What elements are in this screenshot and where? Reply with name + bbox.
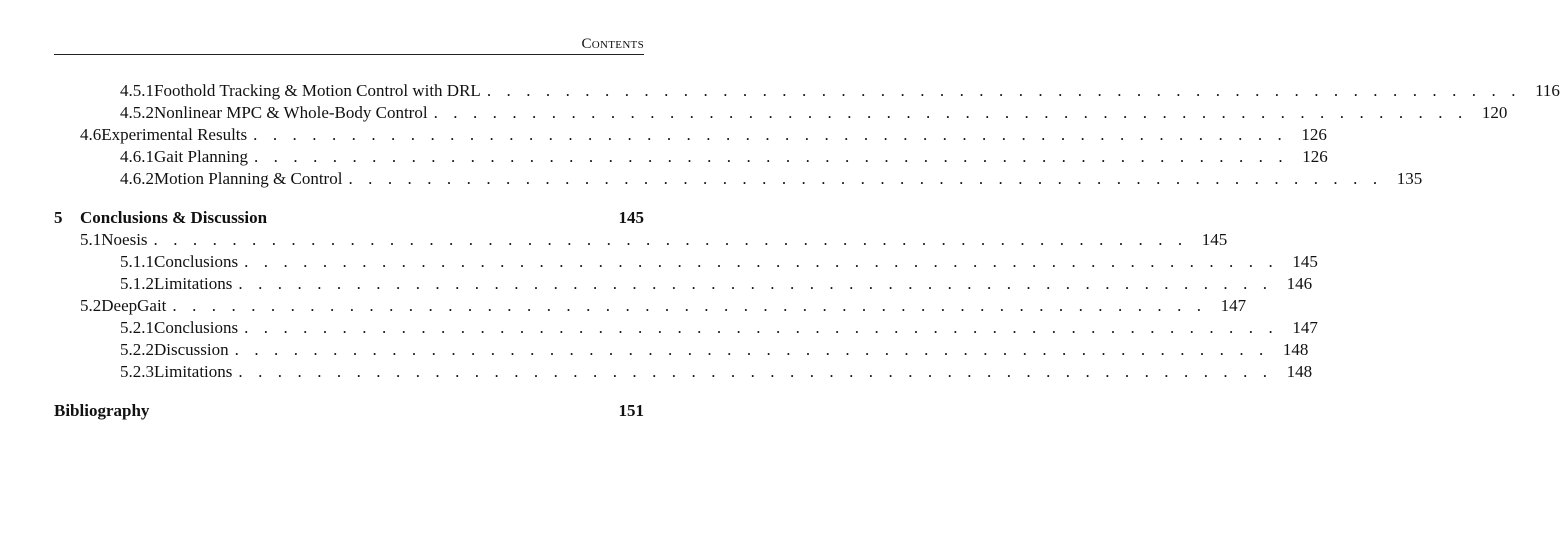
toc-entry-leader: . . . . . . . . . . . . . . . . . . . . . . . . . . . . . . . . . . . . . . . . . . . . . . . . . . . . . xyxy=(234,340,1269,359)
toc-entry xyxy=(120,147,1328,167)
toc-entry-page: 145 xyxy=(1201,230,1228,249)
toc-entry-leader: . . . . . . . . . . . . . . . . . . . . . . . . . . . . . . . . . . . . . . . . . . . . . . . . . . . . . xyxy=(253,147,1289,166)
toc-entry-title: Nonlinear MPC & Whole-Body Control xyxy=(154,103,428,122)
toc-entry-page: 147 xyxy=(1220,296,1247,315)
toc-entry-page: 126 xyxy=(1302,147,1328,166)
toc-entry xyxy=(120,81,1560,101)
running-header xyxy=(54,28,644,55)
toc-entry-leader: . . . . . . . . . . . . . . . . . . . . . . . . . . . . . . . . . . . . . . . . . . . . . . . . . . . . . xyxy=(172,296,1207,315)
toc-entry-title: DeepGait xyxy=(101,296,167,315)
toc-entry-page: 135 xyxy=(1396,169,1423,188)
toc-entry-page: 146 xyxy=(1286,274,1313,293)
toc-entry-title: Foothold Tracking & Motion Control with DRL xyxy=(154,81,481,100)
toc-bibliography-entry xyxy=(54,401,644,421)
toc-entry-number: 5.1.2 xyxy=(120,274,154,293)
toc-entry-page: 145 xyxy=(1292,252,1318,271)
toc-entry-title: Conclusions xyxy=(154,318,239,337)
toc-entry-title: Conclusions xyxy=(154,252,239,271)
toc-entry-number: 5.1 xyxy=(80,230,102,249)
toc-entry-page: 147 xyxy=(1292,318,1318,337)
toc-entry-leader: . . . . . . . . . . . . . . . . . . . . . . . . . . . . . . . . . . . . . . . . . . . . . . . . . . . . . xyxy=(244,252,1279,271)
toc-entry xyxy=(120,252,1318,272)
toc-entry-number: 5.2.2 xyxy=(120,340,154,359)
toc-entry xyxy=(80,296,1247,316)
toc-chapter-page: 145 xyxy=(618,208,644,227)
toc-entry xyxy=(120,274,1313,294)
toc-entry-title: Gait Planning xyxy=(154,147,248,166)
toc-entry xyxy=(80,230,1228,250)
toc-entry-title: Limitations xyxy=(154,362,233,381)
toc-entry-page: 120 xyxy=(1481,103,1508,122)
toc-entry-title: Discussion xyxy=(154,340,229,359)
toc-entry-leader: . . . . . . . . . . . . . . . . . . . . . . . . . . . . . . . . . . . . . . . . . . . . . . . . . . . . . xyxy=(348,169,1383,188)
toc-bibliography-page: 151 xyxy=(618,401,644,420)
toc-entry-number: 4.5.1 xyxy=(120,81,154,100)
toc-entry-leader: . . . . . . . . . . . . . . . . . . . . . . . . . . . . . . . . . . . . . . . . . . . . . . . . . . . . . xyxy=(238,362,1273,381)
toc-entry xyxy=(120,340,1309,360)
toc-entry-number: 4.6.2 xyxy=(120,169,154,188)
toc-entry-title: Limitations xyxy=(154,274,233,293)
toc-entry-number: 4.5.2 xyxy=(120,103,154,122)
toc-entry-number: 4.6.1 xyxy=(120,147,154,166)
toc-entry-number: 5.2 xyxy=(80,296,102,315)
toc-entry-number: 4.6 xyxy=(80,125,102,144)
toc-entry-page: 116 xyxy=(1535,81,1560,100)
toc-entry-title: Motion Planning & Control xyxy=(154,169,343,188)
toc-entry-number: 5.1.1 xyxy=(120,252,154,271)
toc-entry-number: 5.2.1 xyxy=(120,318,154,337)
toc-entry xyxy=(120,169,1423,189)
toc-entry-leader: . . . . . . . . . . . . . . . . . . . . . . . . . . . . . . . . . . . . . . . . . . . . . . . . . . . . . xyxy=(433,103,1468,122)
toc-entry-page: 148 xyxy=(1282,340,1309,359)
toc-entry-leader: . . . . . . . . . . . . . . . . . . . . . . . . . . . . . . . . . . . . . . . . . . . . . . . . . . . . . xyxy=(153,230,1188,249)
toc-entry-title: Experimental Results xyxy=(101,125,248,144)
toc-entry-leader: . . . . . . . . . . . . . . . . . . . . . . . . . . . . . . . . . . . . . . . . . . . . . . . . . . . . . xyxy=(244,318,1279,337)
toc-chapter-number: 5 xyxy=(54,208,63,227)
toc-entry-number: 5.2.3 xyxy=(120,362,154,381)
toc-entry xyxy=(120,318,1318,338)
toc-entry-page: 126 xyxy=(1301,125,1327,144)
toc-entry-leader: . . . . . . . . . . . . . . . . . . . . . . . . . . . . . . . . . . . . . . . . . . . . . . . . . . . . . xyxy=(238,274,1273,293)
toc-entry-title: Noesis xyxy=(101,230,148,249)
toc-entry xyxy=(80,125,1327,145)
toc-bibliography-title: Bibliography xyxy=(54,401,150,420)
toc-chapter-title: Conclusions & Discussion xyxy=(80,208,268,227)
toc-entry xyxy=(120,103,1508,123)
running-header-title: Contents xyxy=(581,36,644,52)
toc-entry-leader: . . . . . . . . . . . . . . . . . . . . . . . . . . . . . . . . . . . . . . . . . . . . . . . . . . . . . xyxy=(486,81,1522,100)
toc-entry xyxy=(120,362,1313,382)
toc-entry-leader: . . . . . . . . . . . . . . . . . . . . . . . . . . . . . . . . . . . . . . . . . . . . . . . . . . . . . xyxy=(253,125,1288,144)
toc-chapter-entry xyxy=(54,208,644,228)
toc-entry-page: 148 xyxy=(1286,362,1313,381)
